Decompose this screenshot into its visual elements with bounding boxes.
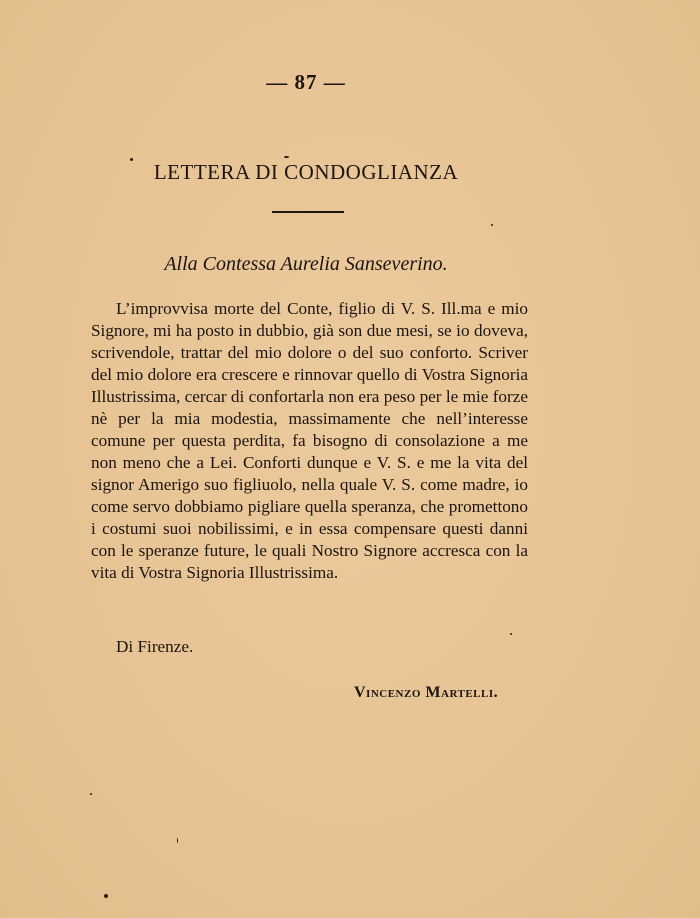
paper-speck bbox=[177, 838, 178, 843]
paper-speck bbox=[130, 158, 133, 161]
paper-speck bbox=[510, 633, 512, 635]
paper-speck bbox=[90, 793, 92, 795]
page-number: — 87 — bbox=[266, 70, 346, 94]
paper-speck bbox=[104, 894, 108, 898]
title-divider bbox=[272, 211, 344, 213]
letter-signature: Vincenzo Martelli. bbox=[354, 684, 499, 701]
letter-addressee: Alla Contessa Aurelia Sanseverino. bbox=[164, 253, 448, 275]
paper-speck bbox=[491, 224, 493, 226]
letter-place: Di Firenze. bbox=[116, 637, 194, 656]
letter-title: LETTERA DI CONDOGLIANZA bbox=[153, 160, 459, 184]
letter-body: L’improvvisa morte del Conte, figlio di V. S. Ill.ma e mio Signore, mi ha posto in dubbio, già son due mesi, se io doveva, scrivendole, trattar del mio dolore o del suo conforto. Scriver del mio dolore era crescere e rinnovar quello di Vostra Signoria Illustrissima, cercar di confortarla non era peso per le mie forze nè per la mia modestia, massimamente che nell’interesse comune per questa perdita, fa bisogno di consolazione a me non meno che a Lei. Conforti dunque e V. S. e me la vita del signor Amerigo suo figliuolo, nella quale V. S. come madre, io come servo dobbiamo pigliare quella speranza, che promettono i costumi suoi nobilissimi, e in essa compensare questi danni con le speranze future, le quali Nostro Signore accresca con la vita di Vostra Signoria Illustrissima. bbox=[91, 299, 528, 582]
paper-speck bbox=[284, 156, 289, 158]
